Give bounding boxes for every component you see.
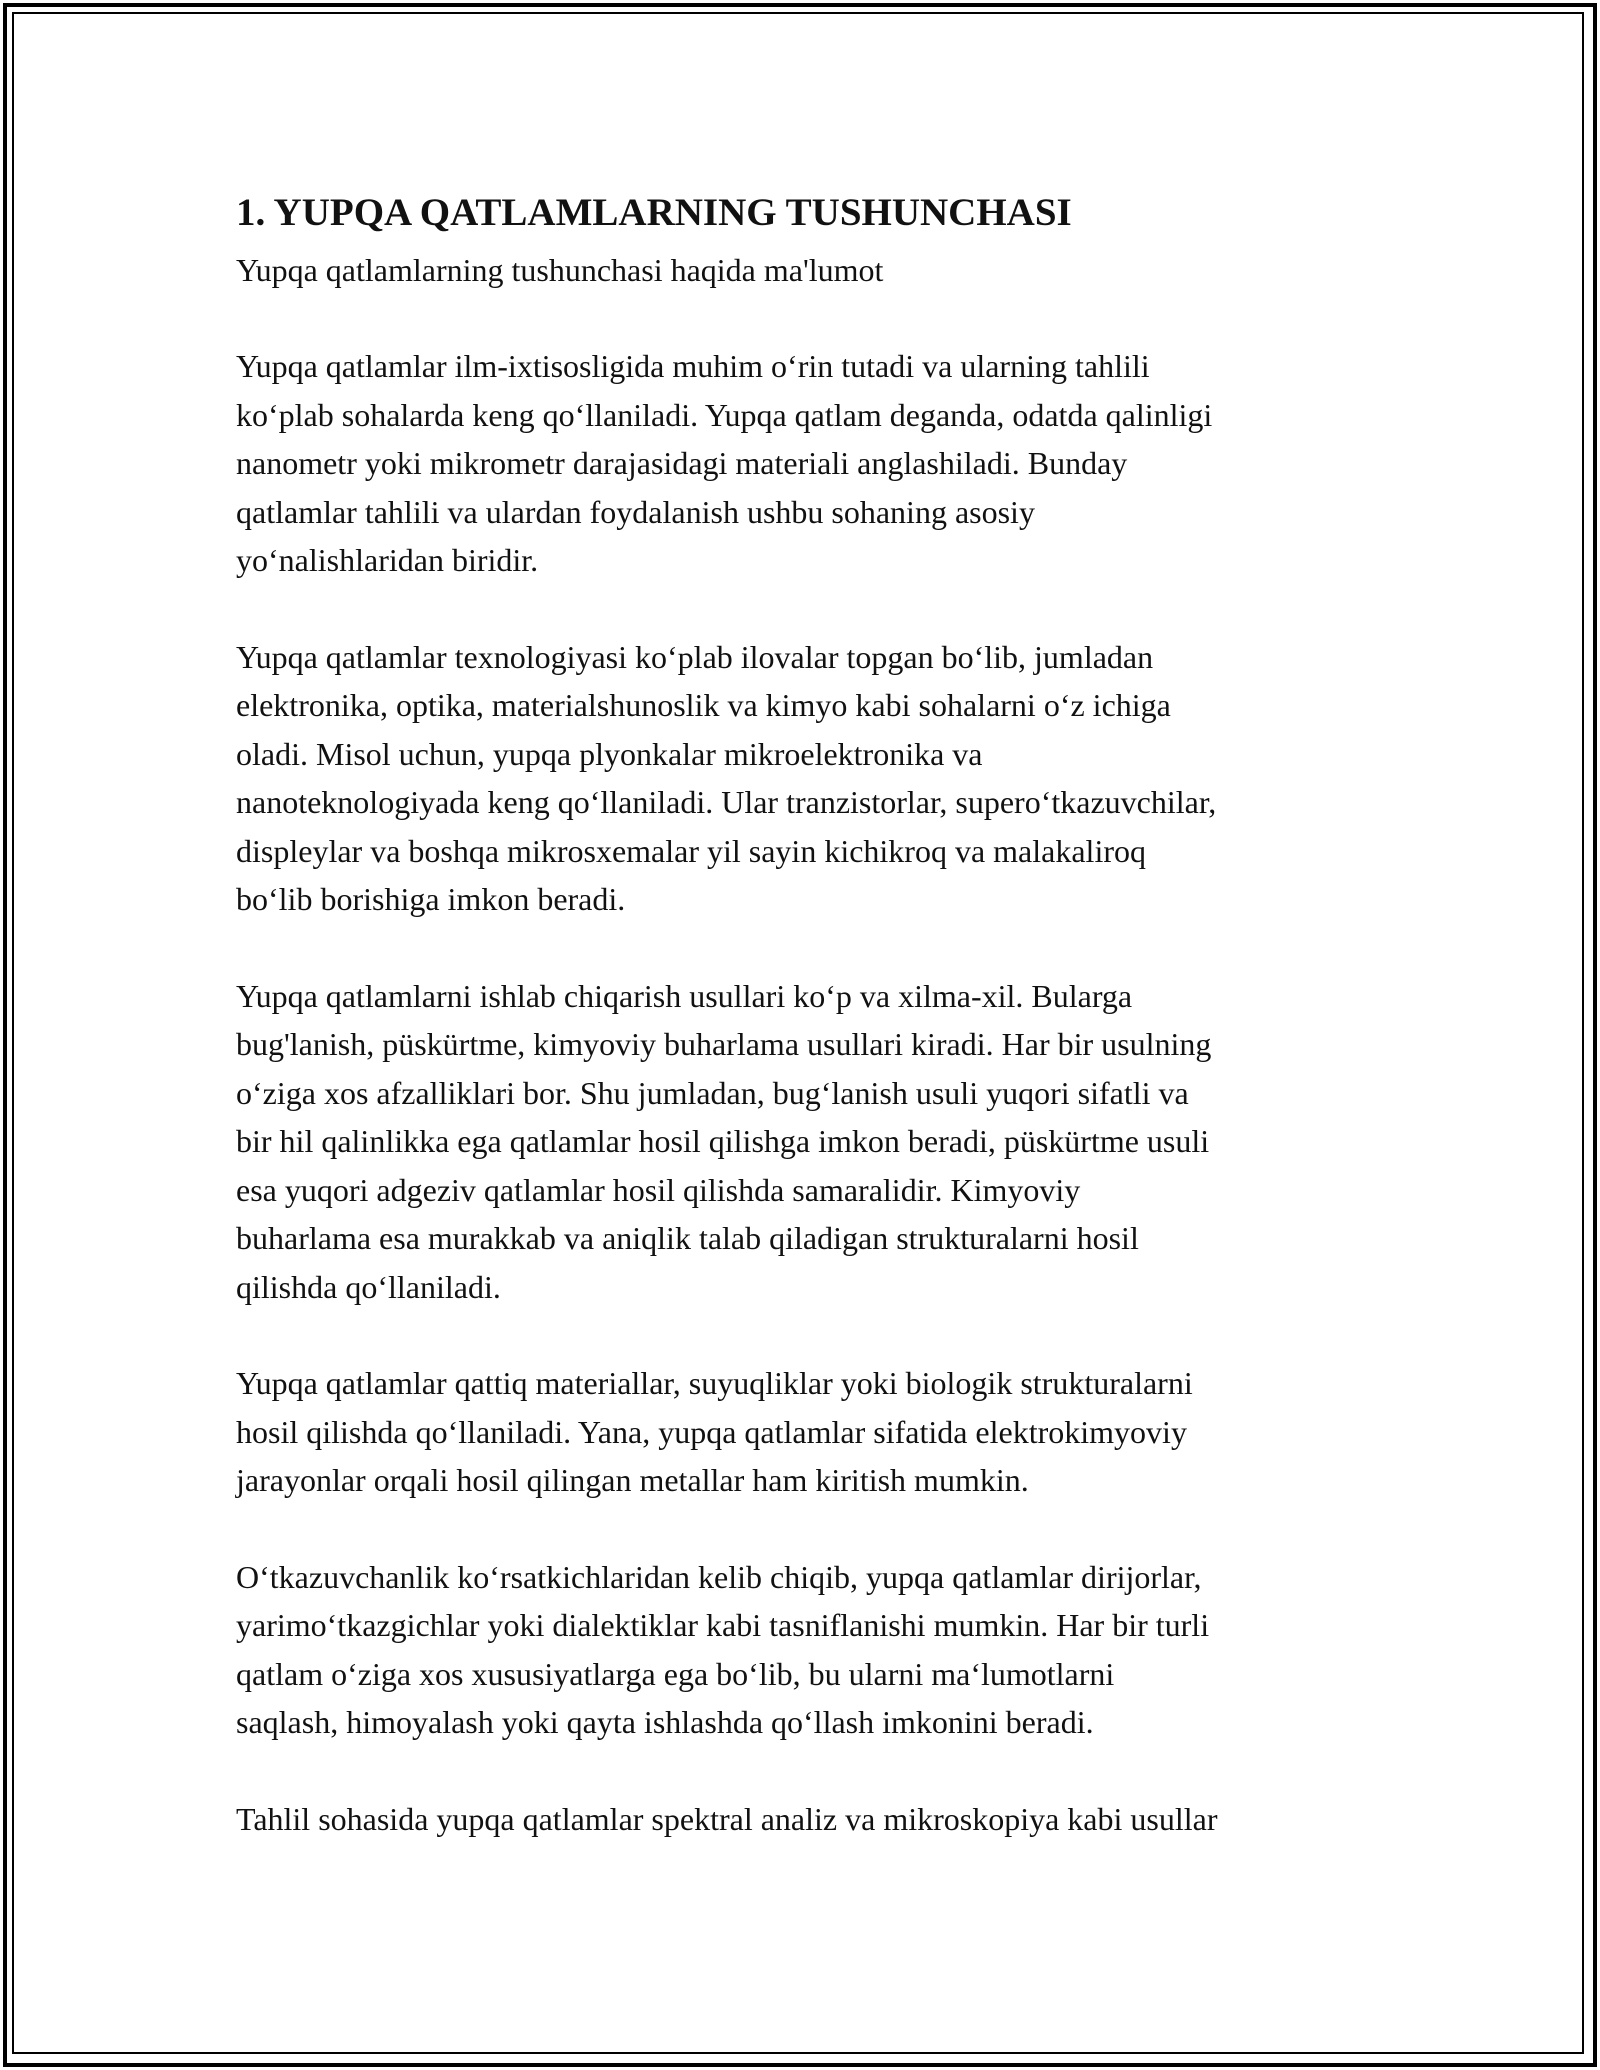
paragraph-line: nanoteknologiyada keng qo‘llaniladi. Ular tranzistorlar, supero‘tkazuvchilar, xyxy=(236,784,1217,820)
paragraph-line: qatlam o‘ziga xos xususiyatlarga ega bo‘lib, bu ularni ma‘lumotlarni xyxy=(236,1655,1115,1692)
paragraph-line: elektronika, optika, materialshunoslik va kimyo kabi sohalarni o‘z ichiga xyxy=(236,687,1171,723)
paragraph-line: Yupqa qatlamlar ilm-ixtisosligida muhim o‘rin tutadi va ularning tahlili xyxy=(236,348,1150,384)
paragraph-line: ko‘plab sohalarda keng qo‘llaniladi. Yupqa qatlam deganda, odatda qalinligi xyxy=(236,396,1213,433)
paragraph-line: Yupqa qatlamlar qattiq materiallar, suyuqliklar yoki biologik strukturalarni xyxy=(236,1365,1193,1401)
paragraph-line: Yupqa qatlamlarni ishlab chiqarish usullari ko‘p va xilma-xil. Bularga xyxy=(236,977,1133,1014)
paragraph xyxy=(236,1795,1386,1844)
paragraph-line: yo‘nalishlaridan biridir. xyxy=(236,542,539,578)
paragraph-line: jarayonlar orqali hosil qilingan metallar ham kiritish mumkin. xyxy=(236,1462,1029,1498)
document-title: 1. YUPQA QATLAMLARNING TUSHUNCHASI xyxy=(236,191,1072,234)
paragraph xyxy=(236,1553,1386,1747)
paragraph-line: bir hil qalinlikka ega qatlamlar hosil qilishga imkon beradi, püskürtme usuli xyxy=(236,1123,1210,1159)
document-subtitle: Yupqa qatlamlarning tushunchasi haqida ma'lumot xyxy=(236,252,884,288)
paragraph-list xyxy=(236,342,1386,1843)
paragraph-line: O‘tkazuvchanlik ko‘rsatkichlaridan kelib chiqib, yupqa qatlamlar dirijorlar, xyxy=(236,1558,1202,1595)
paragraph-line: hosil qilishda qo‘llaniladi. Yana, yupqa qatlamlar sifatida elektrokimyoviy xyxy=(236,1413,1187,1450)
paragraph-line: nanometr yoki mikrometr darajasidagi materiali anglashiladi. Bunday xyxy=(236,445,1128,481)
paragraph xyxy=(236,1359,1386,1505)
paragraph-line: oladi. Misol uchun, yupqa plyonkalar mikroelektronika va xyxy=(236,735,983,772)
paragraph-line: saqlash, himoyalash yoki qayta ishlashda qo‘llash imkonini beradi. xyxy=(236,1704,1094,1740)
paragraph-line: yarimo‘tkazgichlar yoki dialektiklar kabi tasniflanishi mumkin. Har bir turli xyxy=(236,1607,1210,1643)
paragraph-line: buharlama esa murakkab va aniqlik talab qiladigan strukturalarni hosil xyxy=(236,1220,1139,1256)
paragraph-line: Yupqa qatlamlar texnologiyasi ko‘plab ilovalar topgan bo‘lib, jumladan xyxy=(236,638,1154,675)
document-body xyxy=(236,180,1386,1843)
paragraph xyxy=(236,342,1386,585)
paragraph-line: bo‘lib borishiga imkon beradi. xyxy=(236,881,626,917)
paragraph-line: bug'lanish, püskürtme, kimyoviy buharlama usullari kiradi. Har bir usulning xyxy=(236,1026,1212,1062)
paragraph-line: Tahlil sohasida yupqa qatlamlar spektral analiz va mikroskopiya kabi usullar xyxy=(236,1800,1218,1837)
paragraph-line: displeylar va boshqa mikrosxemalar yil sayin kichikroq va malakaliroq xyxy=(236,832,1146,869)
paragraph-line: o‘ziga xos afzalliklari bor. Shu jumladan, bug‘lanish usuli yuqori sifatli va xyxy=(236,1074,1189,1111)
paragraph xyxy=(236,972,1386,1312)
paragraph-line: qilishda qo‘llaniladi. xyxy=(236,1268,501,1305)
paragraph-line: qatlamlar tahlili va ulardan foydalanish ushbu sohaning asosiy xyxy=(236,493,1035,530)
paragraph-line: esa yuqori adgeziv qatlamlar hosil qilishda samaralidir. Kimyoviy xyxy=(236,1171,1081,1208)
paragraph xyxy=(236,633,1386,924)
